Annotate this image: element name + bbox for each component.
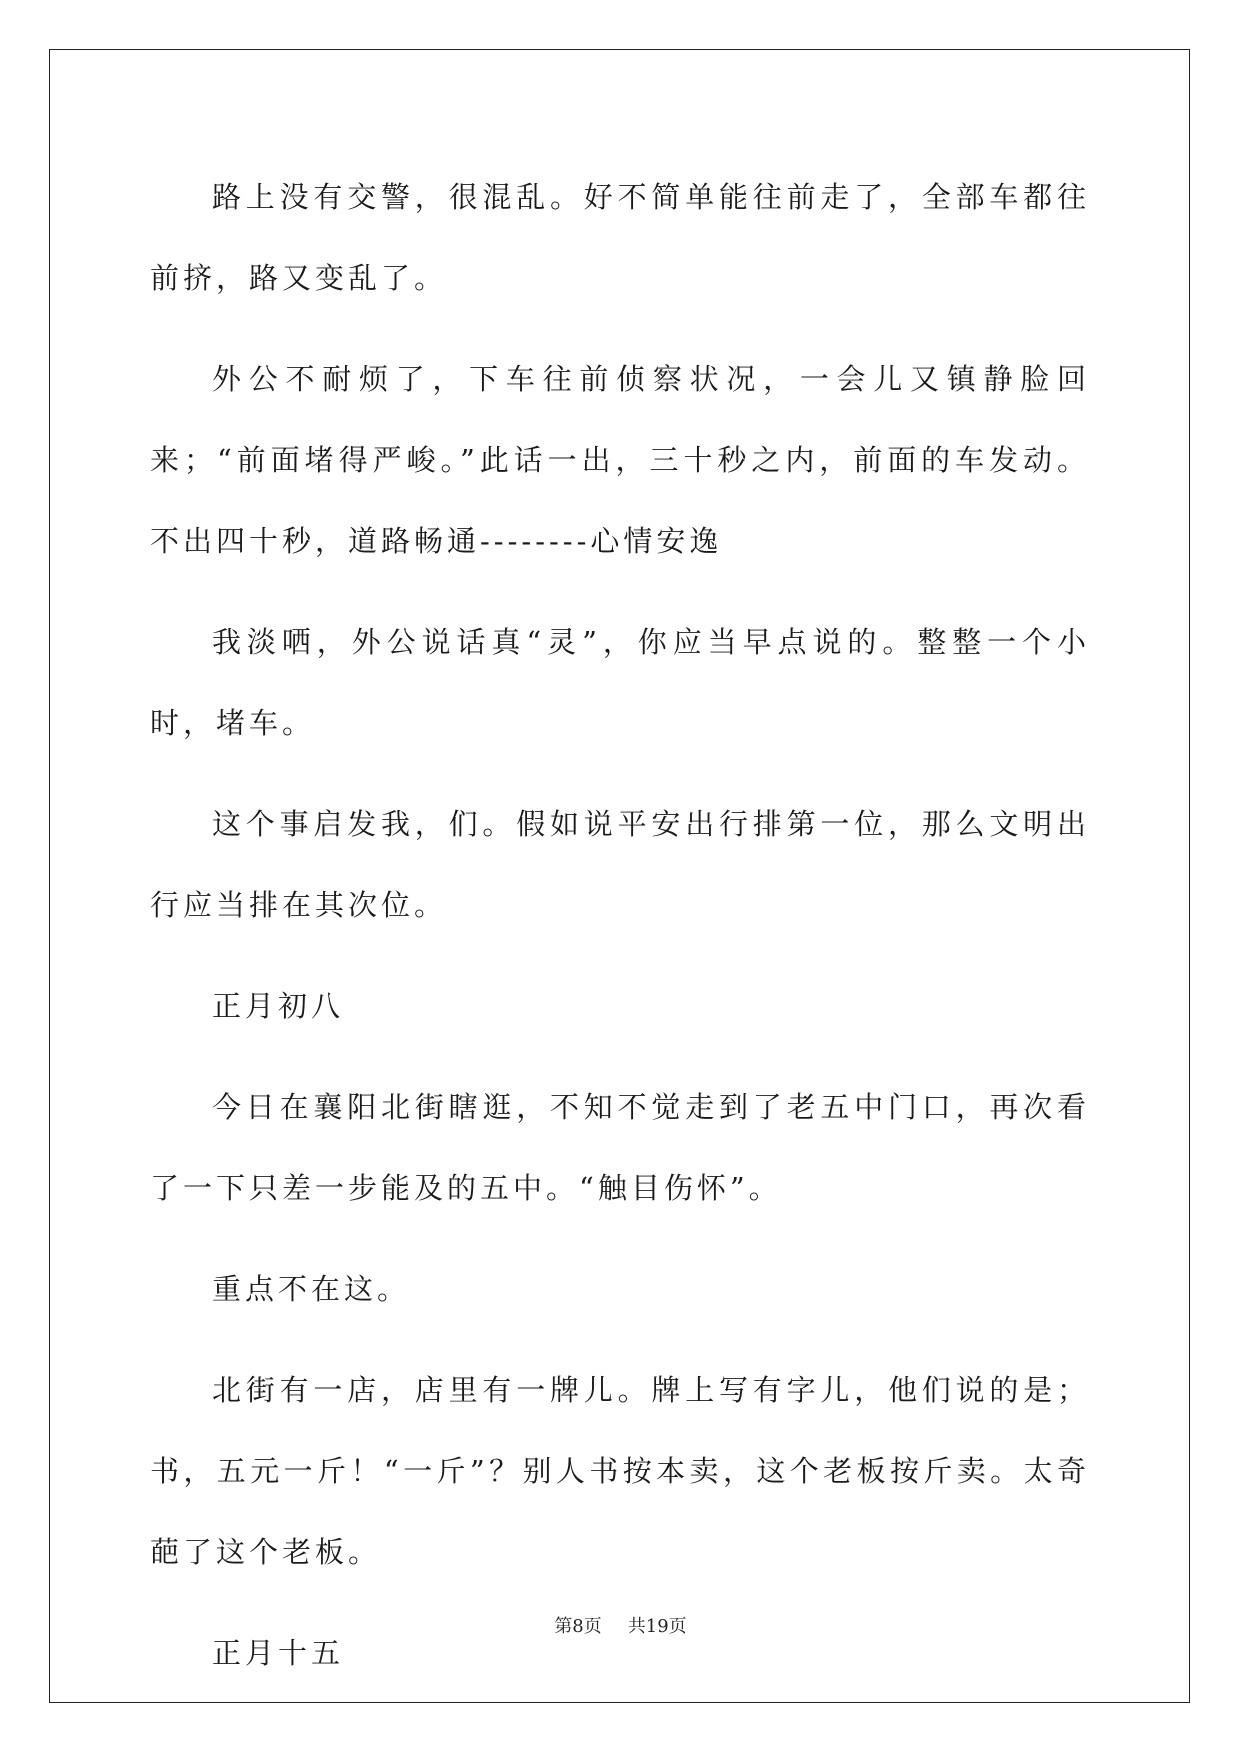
paragraph: 我淡哂，外公说话真“灵”，你应当早点说的。整整一个小时，堵车。 [150, 625, 1090, 740]
paragraph: 路上没有交警，很混乱。好不简单能往前走了，全部车都往前挤，路又变乱了。 [150, 180, 1090, 295]
page-number: 第8页 [554, 1616, 602, 1637]
paragraph: 重点不在这。 [212, 1272, 411, 1306]
document-body [150, 157, 1090, 1714]
paragraph: 这个事启发我，们。假如说平安出行排第一位，那么文明出行应当排在其次位。 [150, 807, 1090, 922]
page-footer [0, 1612, 1241, 1638]
paragraph: 北街有一店，店里有一牌儿。牌上写有字儿，他们说的是；书，五元一斤！“一斤”？别人书按本卖，这个老板按斤卖。太奇葩了这个老板。 [150, 1373, 1090, 1569]
paragraph: 外公不耐烦了，下车往前侦察状况，一会儿又镇静脸回来；“前面堵得严峻。”此话一出，三十秒之内，前面的车发动。不出四十秒，道路畅通--------心情安逸 [150, 362, 1090, 558]
section-heading: 正月初八 [212, 989, 345, 1023]
page-total: 共19页 [627, 1616, 687, 1637]
section-heading: 正月十五 [212, 1636, 345, 1670]
paragraph: 今日在襄阳北街瞎逛，不知不觉走到了老五中门口，再次看了一下只差一步能及的五中。“触目伤怀”。 [150, 1090, 1090, 1205]
